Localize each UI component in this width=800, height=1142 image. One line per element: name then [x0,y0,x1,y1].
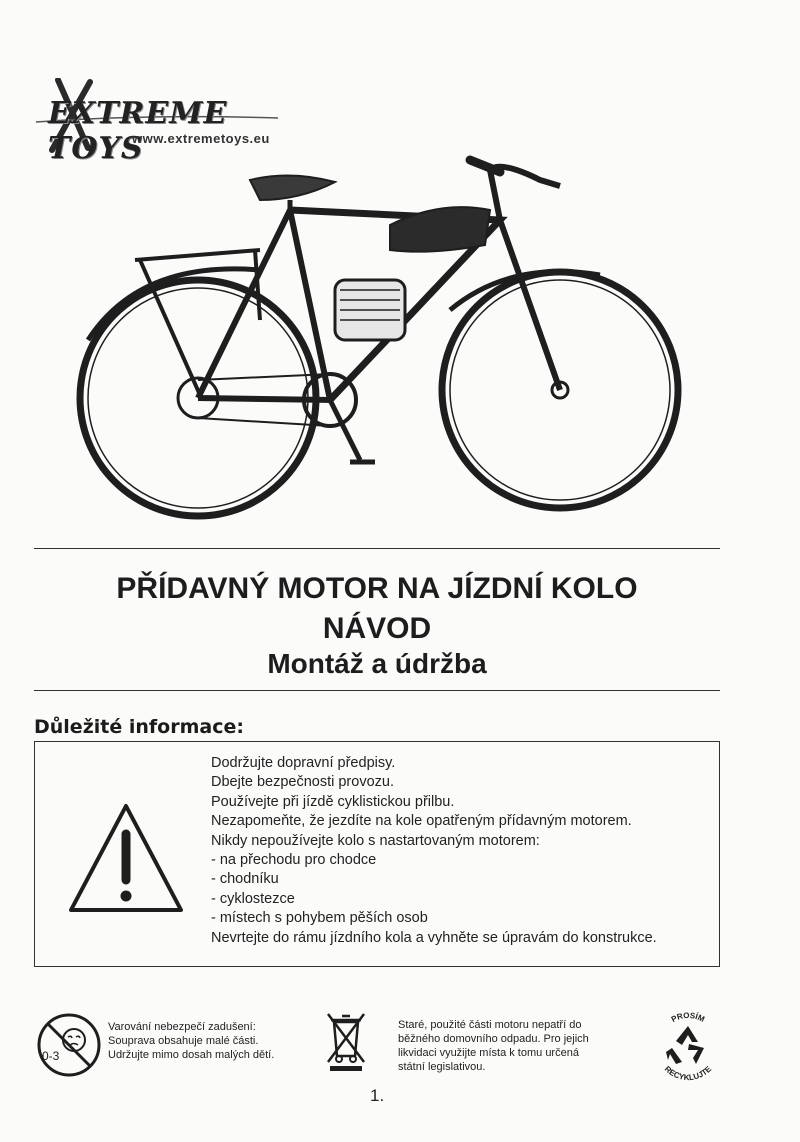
recycle-icon [648,1004,728,1084]
choking-warning-text [108,1020,318,1062]
choking-hazard-icon [36,1012,102,1078]
divider-bottom [34,690,720,691]
svg-text:RECYKLUJTE [663,1064,714,1082]
list-item: Nikdy nepoužívejte kolo s nastartovaným motorem: [211,832,540,849]
crossed-out-bin-icon [324,1010,368,1072]
list-item: - cyklostezce [211,890,295,907]
document-section-title: Montáž a údržba [267,648,487,679]
brand-logo [28,78,298,166]
recycling-line: státní legislativou. [398,1061,486,1073]
recycling-line: běžného domovního odpadu. Pro jejich [398,1033,589,1045]
list-item: - místech s pohybem pěších osob [211,910,428,927]
important-info-box [34,741,720,967]
choking-line: Souprava obsahuje malé části. [108,1035,259,1047]
logo-url: www.extremetoys.eu [132,131,270,146]
document-subtitle: NÁVOD [322,612,432,645]
list-item: Dbejte bezpečnosti provozu. [211,774,394,791]
recycle-top-label: PROSÍM [669,1010,707,1025]
list-item: - chodníku [211,871,279,888]
recycle-bottom-label: RECYKLUJTE [662,1064,714,1083]
recycling-line: likvidaci využijte místa k tomu určená [398,1047,579,1059]
motorized-bicycle-illustration [60,150,700,530]
list-item: Dodržujte dopravní předpisy. [211,755,396,771]
document-title: PŘÍDAVNÝ MOTOR NA JÍZDNÍ KOLO [116,572,638,605]
important-info-list [211,754,657,948]
important-info-heading: Důležité informace: [34,716,244,738]
list-item: Nezapomeňte, že jezdíte na kole opatřeným přídavným motorem. [211,813,632,830]
logo-brand-text: EXTREME TOYS [48,96,228,166]
svg-text:PROSÍM [670,1011,707,1024]
list-item: - na přechodu pro chodce [211,852,377,869]
choking-line: Varování nebezpečí zadušení: [108,1021,256,1033]
divider-top [34,548,720,549]
warning-triangle-icon [65,800,187,918]
list-item: Nevrtejte do rámu jízdního kola a vyhněte se úpravám do konstrukce. [211,929,657,946]
age-label: 0-3 [42,1049,60,1063]
recycling-notice-text [398,1018,628,1074]
list-item: Používejte při jízdě cyklistickou přilbu. [211,793,455,810]
recycling-line: Staré, použité části motoru nepatří do [398,1019,582,1031]
choking-line: Udržujte mimo dosah malých dětí. [108,1049,275,1061]
page-number: 1. [370,1086,385,1105]
